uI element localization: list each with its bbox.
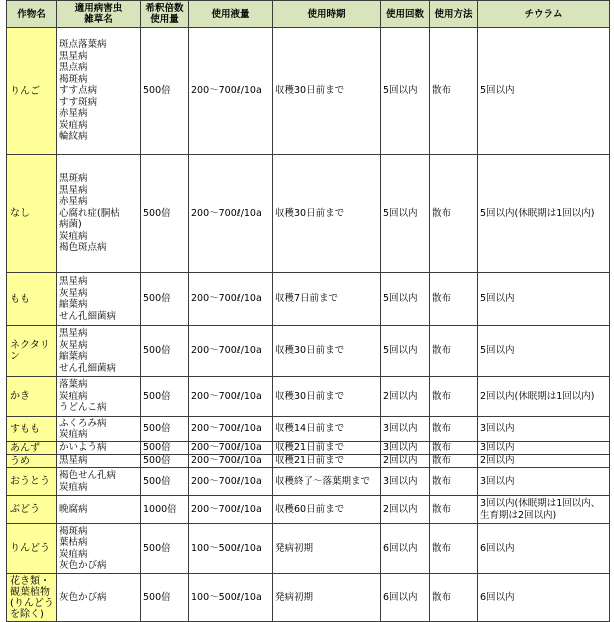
header-pest: 適用病害虫 雑草名 xyxy=(57,1,141,28)
liquid-cell: 200～700ℓ/10a xyxy=(189,442,273,455)
count-cell: 6回以内 xyxy=(381,524,430,574)
table-row xyxy=(7,377,610,417)
dilution-cell: 500倍 xyxy=(141,155,189,273)
liquid-cell: 200～700ℓ/10a xyxy=(189,496,273,524)
liquid-cell: 200～700ℓ/10a xyxy=(189,468,273,496)
crop-cell: あんず xyxy=(7,442,57,455)
thiuram-cell: 3回以内 xyxy=(478,417,610,442)
thiuram-cell: 5回以内 xyxy=(478,273,610,326)
header-liquid: 使用液量 xyxy=(189,1,273,28)
count-cell: 2回以内 xyxy=(381,377,430,417)
liquid-cell: 200～700ℓ/10a xyxy=(189,377,273,417)
method-cell: 散布 xyxy=(430,455,478,468)
crop-cell: うめ xyxy=(7,455,57,468)
liquid-cell: 100～500ℓ/10a xyxy=(189,574,273,622)
timing-cell: 収穫7日前まで xyxy=(273,273,381,326)
header-timing: 使用時期 xyxy=(273,1,381,28)
dilution-cell: 500倍 xyxy=(141,377,189,417)
dilution-cell: 500倍 xyxy=(141,574,189,622)
method-cell: 散布 xyxy=(430,155,478,273)
pest-cell: 灰色かび病 xyxy=(57,574,141,622)
table-row xyxy=(7,468,610,496)
method-cell: 散布 xyxy=(430,417,478,442)
dilution-cell: 500倍 xyxy=(141,468,189,496)
dilution-cell: 500倍 xyxy=(141,417,189,442)
crop-cell: もも xyxy=(7,273,57,326)
thiuram-cell: 5回以内 xyxy=(478,326,610,377)
dilution-cell: 500倍 xyxy=(141,28,189,155)
pest-cell: ふくろみ病 炭疽病 xyxy=(57,417,141,442)
liquid-cell: 200～700ℓ/10a xyxy=(189,28,273,155)
header-dilution: 希釈倍数 使用量 xyxy=(141,1,189,28)
timing-cell: 発病初期 xyxy=(273,524,381,574)
timing-cell: 収穫終了～落葉期まで xyxy=(273,468,381,496)
timing-cell: 収穫21日前まで xyxy=(273,455,381,468)
thiuram-cell: 5回以内(休眠期は1回以内) xyxy=(478,155,610,273)
method-cell: 散布 xyxy=(430,496,478,524)
crop-cell: かき xyxy=(7,377,57,417)
liquid-cell: 200～700ℓ/10a xyxy=(189,155,273,273)
method-cell: 散布 xyxy=(430,442,478,455)
count-cell: 6回以内 xyxy=(381,574,430,622)
thiuram-cell: 3回以内(休眠期は1回以内、 生育期は2回以内) xyxy=(478,496,610,524)
count-cell: 5回以内 xyxy=(381,273,430,326)
table-row xyxy=(7,442,610,455)
method-cell: 散布 xyxy=(430,377,478,417)
crop-cell: ぶどう xyxy=(7,496,57,524)
table-row xyxy=(7,326,610,377)
dilution-cell: 500倍 xyxy=(141,326,189,377)
pest-cell: 晩腐病 xyxy=(57,496,141,524)
liquid-cell: 200～700ℓ/10a xyxy=(189,455,273,468)
count-cell: 5回以内 xyxy=(381,155,430,273)
count-cell: 5回以内 xyxy=(381,28,430,155)
method-cell: 散布 xyxy=(430,28,478,155)
dilution-cell: 500倍 xyxy=(141,524,189,574)
method-cell: 散布 xyxy=(430,273,478,326)
liquid-cell: 200～700ℓ/10a xyxy=(189,326,273,377)
crop-cell: ネクタリン xyxy=(7,326,57,377)
header-row xyxy=(7,1,610,28)
table-row xyxy=(7,496,610,524)
table-row xyxy=(7,273,610,326)
header-method: 使用方法 xyxy=(430,1,478,28)
crop-cell: おうとう xyxy=(7,468,57,496)
count-cell: 3回以内 xyxy=(381,442,430,455)
table-row xyxy=(7,574,610,622)
timing-cell: 収穫60日前まで xyxy=(273,496,381,524)
pest-cell: かいよう病 xyxy=(57,442,141,455)
thiuram-cell: 3回以内 xyxy=(478,468,610,496)
table-row xyxy=(7,28,610,155)
liquid-cell: 200～700ℓ/10a xyxy=(189,273,273,326)
thiuram-cell: 6回以内 xyxy=(478,574,610,622)
method-cell: 散布 xyxy=(430,468,478,496)
crop-cell: りんどう xyxy=(7,524,57,574)
crop-cell: 花き類・ 観葉植物 (りんどう を除く) xyxy=(7,574,57,622)
pest-cell: 黒星病 灰星病 縮葉病 せん孔細菌病 xyxy=(57,273,141,326)
table-row xyxy=(7,455,610,468)
method-cell: 散布 xyxy=(430,574,478,622)
pest-cell: 落葉病 炭疽病 うどんこ病 xyxy=(57,377,141,417)
pest-cell: 斑点落葉病 黒星病 黒点病 褐斑病 すす点病 すす斑病 赤星病 炭疽病 輪紋病 xyxy=(57,28,141,155)
method-cell: 散布 xyxy=(430,326,478,377)
table-row xyxy=(7,417,610,442)
pest-cell: 黒星病 xyxy=(57,455,141,468)
liquid-cell: 200～700ℓ/10a xyxy=(189,417,273,442)
timing-cell: 収穫30日前まで xyxy=(273,28,381,155)
timing-cell: 収穫30日前まで xyxy=(273,377,381,417)
header-crop: 作物名 xyxy=(7,1,57,28)
timing-cell: 収穫21日前まで xyxy=(273,442,381,455)
dilution-cell: 1000倍 xyxy=(141,496,189,524)
timing-cell: 収穫30日前まで xyxy=(273,155,381,273)
count-cell: 5回以内 xyxy=(381,326,430,377)
count-cell: 2回以内 xyxy=(381,455,430,468)
thiuram-cell: 2回以内 xyxy=(478,455,610,468)
liquid-cell: 100～500ℓ/10a xyxy=(189,524,273,574)
timing-cell: 収穫30日前まで xyxy=(273,326,381,377)
thiuram-cell: 6回以内 xyxy=(478,524,610,574)
thiuram-cell: 2回以内(休眠期は1回以内) xyxy=(478,377,610,417)
count-cell: 3回以内 xyxy=(381,468,430,496)
pesticide-usage-table xyxy=(6,0,610,622)
method-cell: 散布 xyxy=(430,524,478,574)
dilution-cell: 500倍 xyxy=(141,273,189,326)
thiuram-cell: 5回以内 xyxy=(478,28,610,155)
crop-cell: りんご xyxy=(7,28,57,155)
pest-cell: 黒星病 灰星病 縮葉病 せん孔細菌病 xyxy=(57,326,141,377)
header-thiuram: チウラム xyxy=(478,1,610,28)
pest-cell: 褐斑病 葉枯病 炭疽病 灰色かび病 xyxy=(57,524,141,574)
table-row xyxy=(7,524,610,574)
pest-cell: 褐色せん孔病 炭疽病 xyxy=(57,468,141,496)
table-row xyxy=(7,155,610,273)
pest-cell: 黒斑病 黒星病 赤星病 心腐れ症(胴枯 病菌) 炭疽病 褐色斑点病 xyxy=(57,155,141,273)
crop-cell: なし xyxy=(7,155,57,273)
count-cell: 3回以内 xyxy=(381,417,430,442)
dilution-cell: 500倍 xyxy=(141,455,189,468)
timing-cell: 発病初期 xyxy=(273,574,381,622)
timing-cell: 収穫14日前まで xyxy=(273,417,381,442)
thiuram-cell: 3回以内 xyxy=(478,442,610,455)
count-cell: 2回以内 xyxy=(381,496,430,524)
dilution-cell: 500倍 xyxy=(141,442,189,455)
header-count: 使用回数 xyxy=(381,1,430,28)
crop-cell: すもも xyxy=(7,417,57,442)
